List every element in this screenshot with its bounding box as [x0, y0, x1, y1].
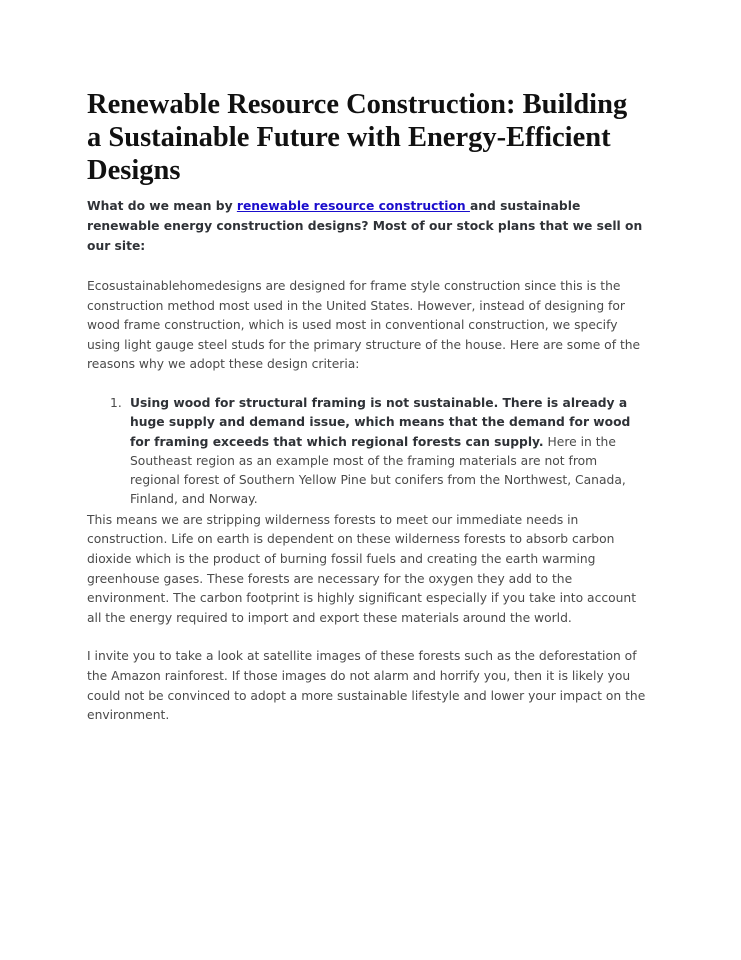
intro-text-before-link: What do we mean by	[87, 199, 237, 213]
body-paragraph-2: This means we are stripping wilderness forests to meet our immediate needs in construction. Life on earth is dependent on these wilderness forests to absorb carbon dioxide which is the product of burning fossil fuels and creating the earth warming greenhouse gases. These forests are necessary for the oxygen they add to the environment. The carbon footprint is highly significant especially if you take into account all the energy required to import and export these materials around the world.	[87, 512, 637, 625]
intro-text-after-link: and sustainable renewable energy construction designs? Most of our stock plans that we sell on our site:	[87, 199, 643, 253]
renewable-resource-construction-link[interactable]: renewable resource construction	[236, 199, 470, 213]
list-item-number: 1.	[110, 395, 122, 410]
list-item-text: Here in the Southeast region as an example most of the framing materials are not from regional forest of Southern Yellow Pine but conifers from the Northwest, Canada, Finland, and Norway.	[130, 434, 626, 507]
list-item	[87, 394, 647, 510]
list-item-bold-text: Using wood for structural framing is not sustainable. There is already a huge supply and demand issue, which means that the demand for wood for framing exceeds that which regional forests can supply.	[130, 395, 631, 449]
intro-paragraph	[87, 196, 647, 256]
document-page	[87, 88, 647, 726]
body-paragraph-1: Ecosustainablehomedesigns are designed for frame style construction since this is the construction method most used in the United States. However, instead of designing for wood frame construction, which is used most in conventional construction, we specify using light gauge steel studs for the primary structure of the house. Here are some of the reasons why we adopt these design criteria:	[87, 279, 641, 372]
reasons-list	[87, 394, 647, 510]
page-title: Renewable Resource Construction: Building a Sustainable Future with Energy-Efficient Designs	[87, 89, 628, 186]
body-paragraph-3: I invite you to take a look at satellite images of these forests such as the deforestation of the Amazon rainforest. If those images do not alarm and horrify you, then it is likely you could not be convinced to adopt a more sustainable lifestyle and lower your impact on the environment.	[87, 649, 646, 723]
